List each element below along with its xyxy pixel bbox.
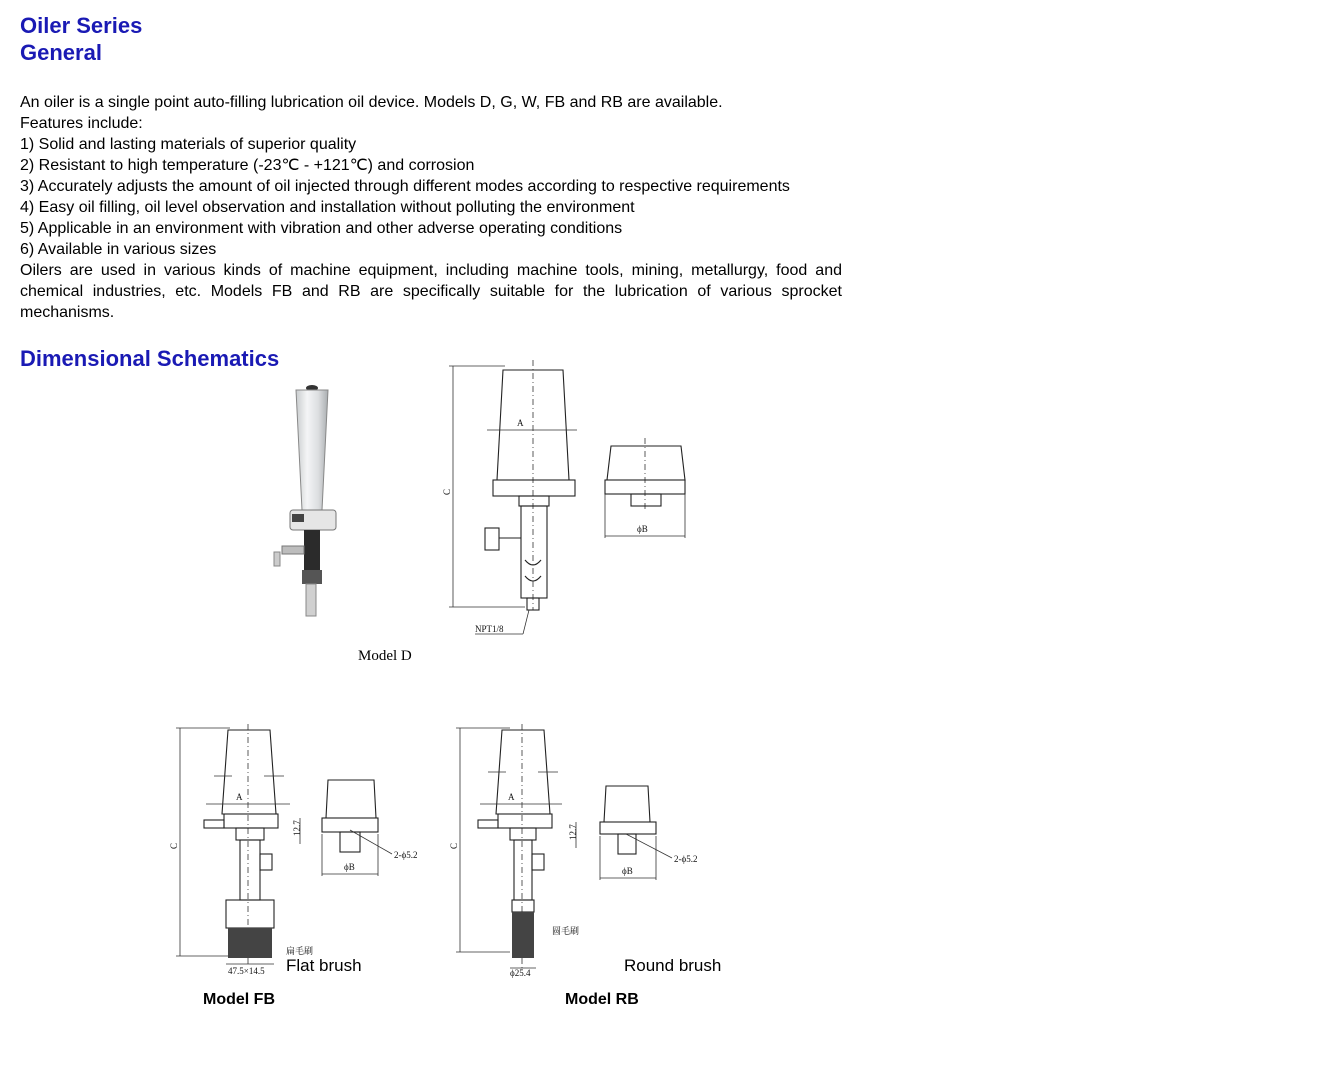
model-rb-brush-cn: 圆毛刷 [552, 926, 580, 936]
feature-item: 6) Available in various sizes [20, 241, 217, 258]
model-rb-brush-label: Round brush [624, 956, 722, 975]
model-fb-caption: Model FB [203, 991, 275, 1008]
features-label: Features include: [20, 115, 143, 132]
model-d-dim-a: A [517, 418, 524, 428]
section-schematics-heading: Dimensional Schematics [20, 346, 280, 371]
intro-paragraph: An oiler is a single point auto-filling lubrication oil device. Models D, G, W, FB and RB are available. [20, 94, 723, 111]
model-fb-dim-h: 12.7 [292, 820, 302, 836]
model-fb-brush-cn: 扁毛刷 [286, 946, 314, 956]
model-rb-holes: 2-ϕ5.2 [674, 854, 698, 864]
feature-item: 1) Solid and lasting materials of superior quality [20, 136, 357, 153]
model-rb-dim-b: ϕB [622, 866, 633, 876]
model-rb-dim-a: A [508, 792, 515, 802]
model-rb-schematic [450, 724, 710, 984]
model-d-photo [270, 380, 350, 620]
model-fb-holes: 2-ϕ5.2 [394, 850, 418, 860]
model-fb-dim-b: ϕB [344, 862, 355, 872]
model-rb-caption: Model RB [565, 991, 639, 1008]
model-rb-dim-c: C [449, 842, 459, 849]
model-fb-dim-c: C [169, 842, 179, 849]
model-d-dim-c: C [442, 488, 452, 495]
model-fb-dim-a: A [236, 792, 243, 802]
model-rb-dim-h: 12.7 [568, 824, 578, 840]
model-d-schematic [442, 360, 695, 640]
feature-item: 5) Applicable in an environment with vibration and other adverse operating conditions [20, 220, 623, 237]
page-title: Oiler Series [20, 13, 143, 38]
model-rb-brush-size: ϕ25.4 [510, 968, 531, 978]
feature-item: 4) Easy oil filling, oil level observation and installation without polluting the environment [20, 199, 635, 216]
model-fb-brush-size: 47.5×14.5 [228, 966, 265, 976]
model-fb-schematic [170, 724, 430, 984]
feature-item: 3) Accurately adjusts the amount of oil injected through different modes according to respective requirements [20, 178, 790, 195]
model-d-caption: Model D [358, 648, 412, 664]
model-d-dim-b: ϕB [637, 524, 648, 534]
model-fb-brush-label: Flat brush [286, 956, 362, 975]
model-d-thread: NPT1/8 [475, 624, 504, 634]
feature-item: 2) Resistant to high temperature (-23℃ - +121℃) and corrosion [20, 157, 475, 174]
general-text [20, 92, 842, 323]
section-general-heading: General [20, 40, 102, 65]
usage-paragraph: Oilers are used in various kinds of machine equipment, including machine tools, mining, metallurgy, food and chemical industries, etc. Models FB and RB are specifically suitable for the lubrication of various sprocket mechanisms. [20, 262, 842, 321]
